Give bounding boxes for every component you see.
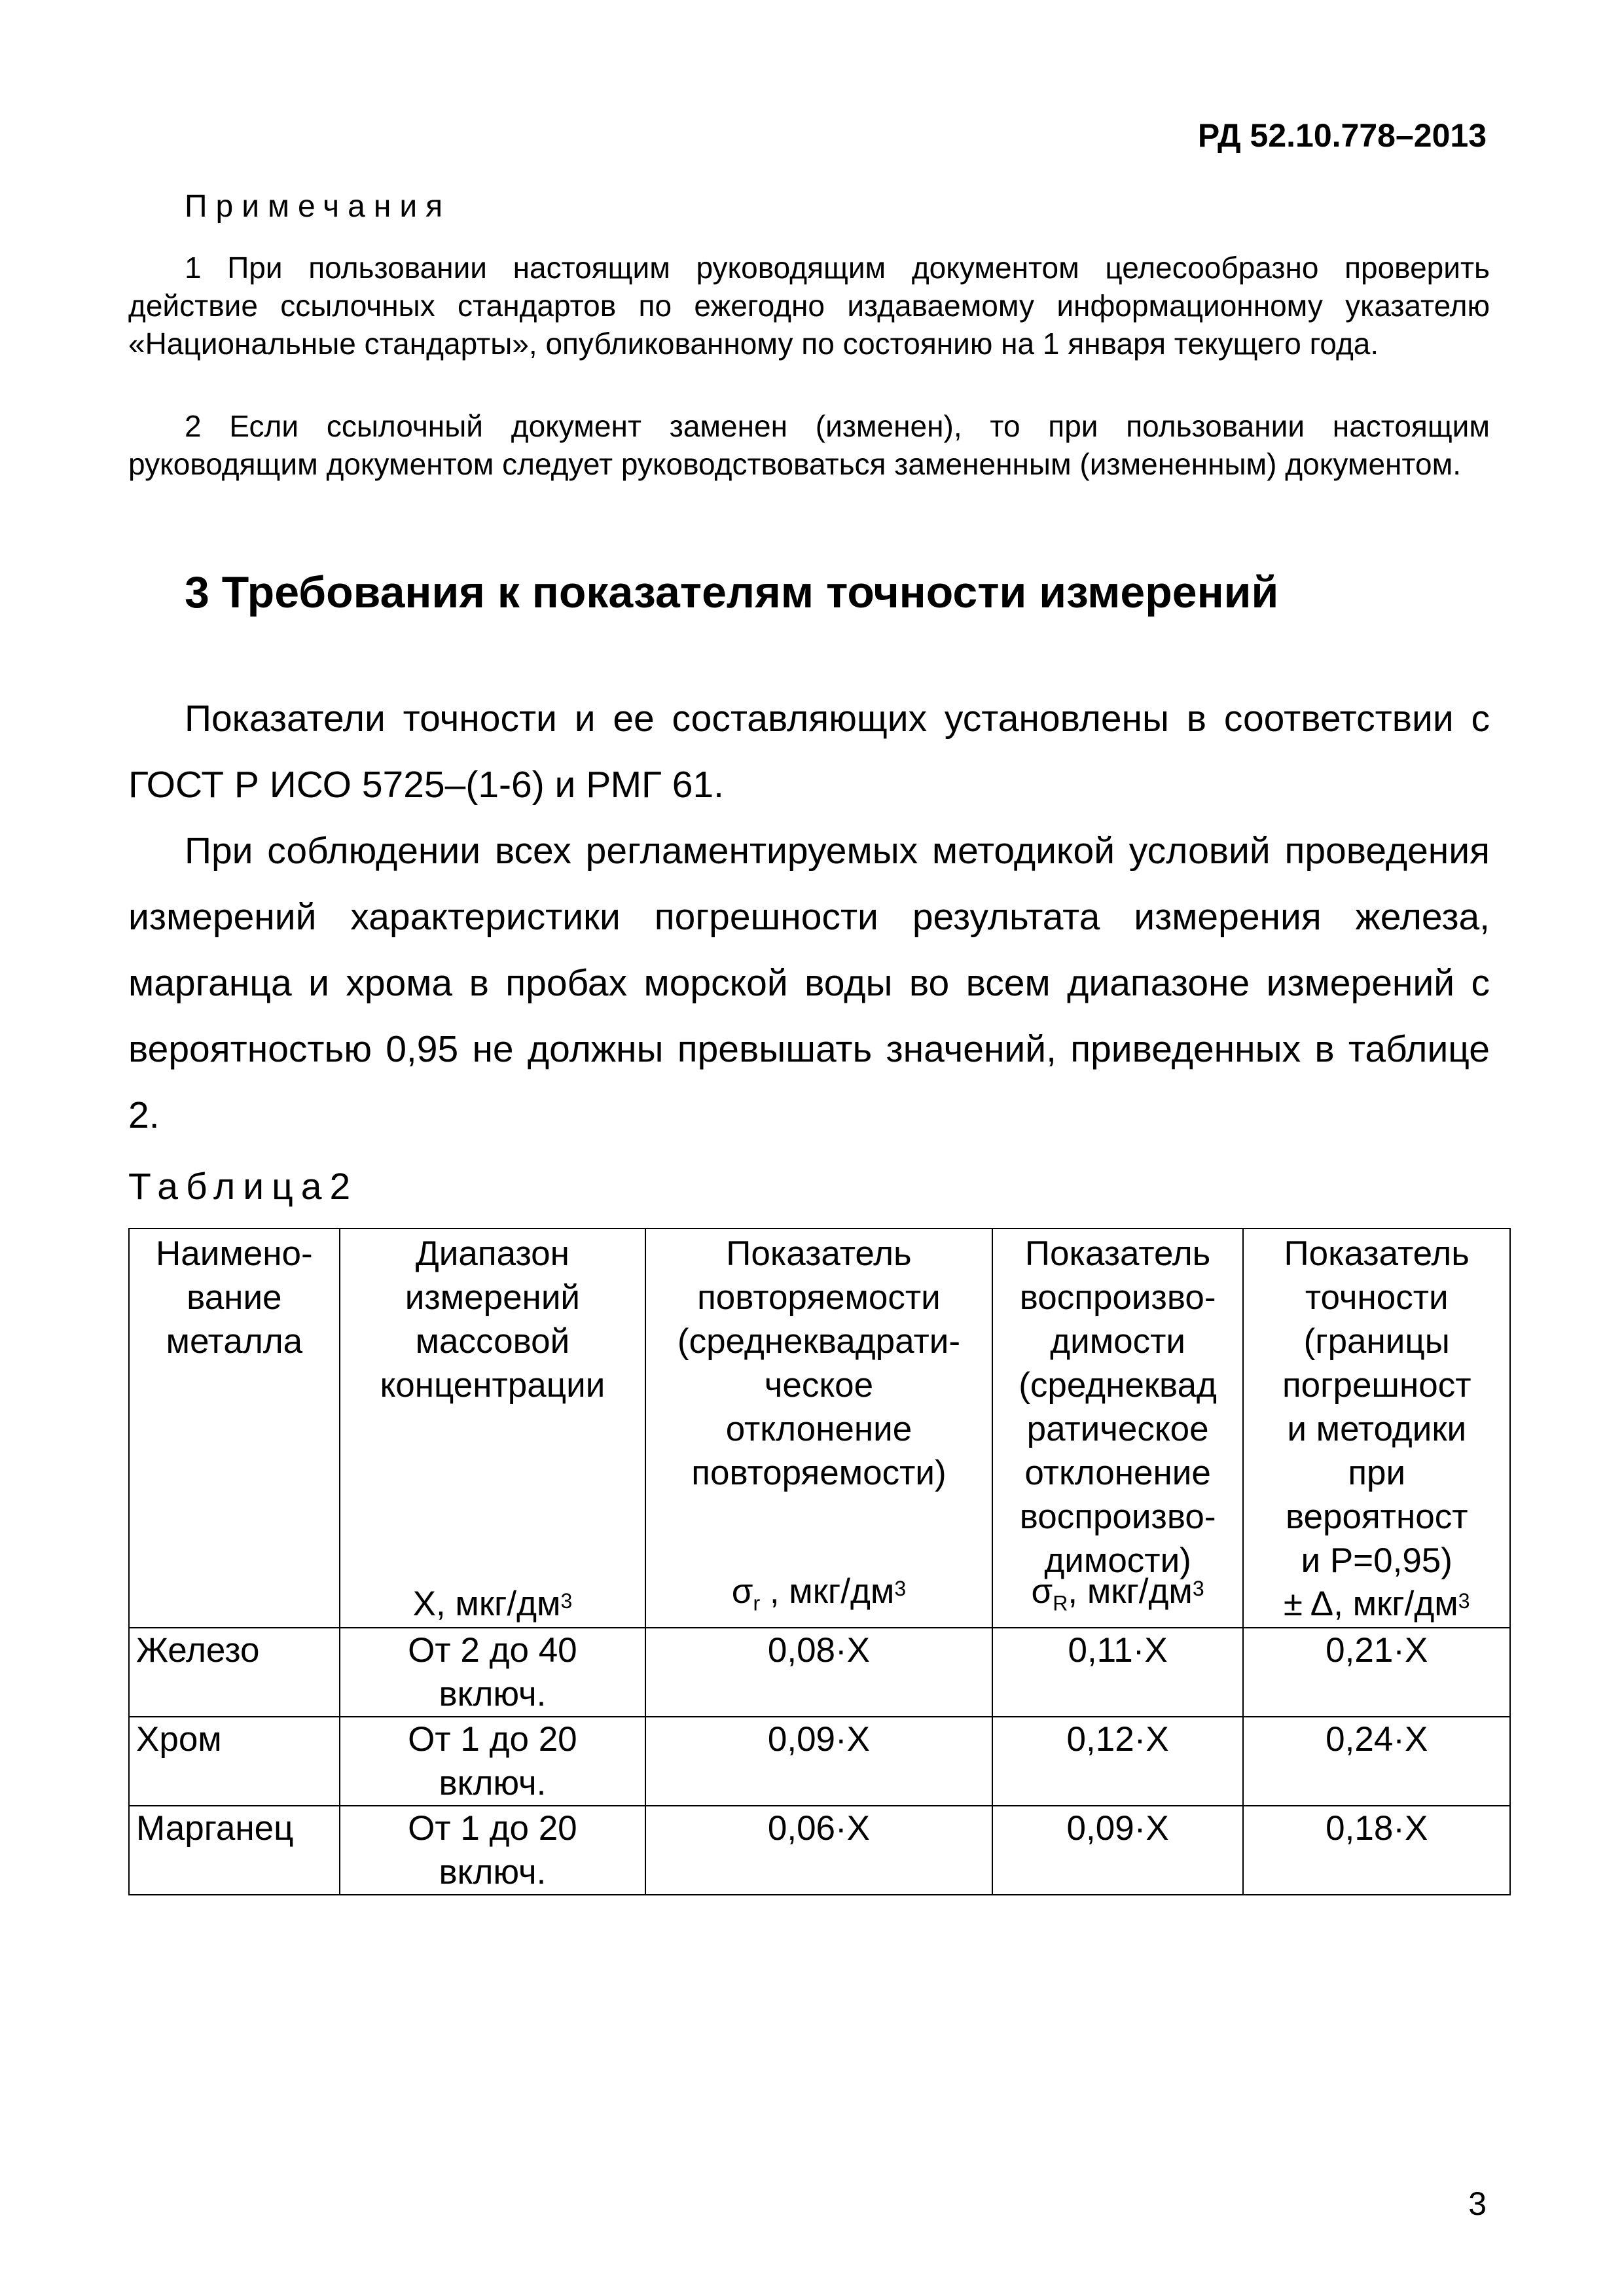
note-2: 2 Если ссылочный документ заменен (изменен), то при пользовании настоящим руководящим документом следует руководствоваться замененным (измененным) документом. xyxy=(128,409,1490,481)
cell-reproducibility: 0,12·X xyxy=(992,1717,1244,1806)
header-accuracy-unit xyxy=(1244,1582,1509,1626)
header-repeatability-unit xyxy=(646,1570,992,1626)
cell-accuracy: 0,24·X xyxy=(1243,1717,1510,1806)
table-row xyxy=(129,1628,1510,1717)
header-metal-text: Наимено- вание металла xyxy=(156,1234,313,1361)
table-row xyxy=(129,1806,1510,1895)
notes-title: Примечания xyxy=(185,189,452,224)
header-range-unit xyxy=(340,1582,645,1626)
header-range-text: Диапазон измерений массовой концентрации xyxy=(380,1234,605,1405)
cell-range: От 1 до 20 включ. xyxy=(340,1717,645,1806)
header-repeatability-sup: 3 xyxy=(894,1577,907,1601)
header-accuracy-text: Показатель точности (границы погрешност и методики при вероятност и P=0,95) xyxy=(1282,1234,1471,1580)
header-repeatability-symbol: σ xyxy=(731,1572,753,1611)
header-range-unit-main: X, мкг/дм xyxy=(412,1585,561,1623)
cell-range: От 2 до 40 включ. xyxy=(340,1628,645,1717)
cell-metal: Хром xyxy=(129,1717,340,1806)
header-reproducibility-unit-main: , мкг/дм xyxy=(1068,1572,1193,1611)
header-reproducibility-sup: 3 xyxy=(1192,1577,1204,1601)
header-accuracy-unit-main: ± Δ, мкг/дм xyxy=(1283,1585,1458,1623)
header-repeatability-sub: r xyxy=(753,1592,761,1615)
header-metal xyxy=(129,1229,340,1628)
document-code: РД 52.10.778–2013 xyxy=(1197,117,1487,154)
header-repeatability xyxy=(645,1229,992,1628)
header-repeatability-text: Показатель повторяемости (среднеквадрати- ческое отклонение повторяемости) xyxy=(677,1234,960,1492)
section-title: 3 Требования к показателям точности измерений xyxy=(185,567,1279,617)
cell-accuracy: 0,21·X xyxy=(1243,1628,1510,1717)
header-reproducibility-text: Показатель воспроизво- димости (среднеквад ратическое отклонение воспроизво- димости) xyxy=(1019,1234,1217,1580)
cell-metal: Железо xyxy=(129,1628,340,1717)
cell-reproducibility: 0,11·X xyxy=(992,1628,1244,1717)
header-repeatability-unit-main: , мкг/дм xyxy=(760,1572,895,1611)
accuracy-table xyxy=(128,1228,1511,1895)
header-reproducibility xyxy=(992,1229,1244,1628)
header-range-unit-sup: 3 xyxy=(560,1589,573,1613)
header-range xyxy=(340,1229,645,1628)
cell-range: От 1 до 20 включ. xyxy=(340,1806,645,1895)
cell-metal: Марганец xyxy=(129,1806,340,1895)
cell-repeatability: 0,06·X xyxy=(645,1806,992,1895)
header-reproducibility-symbol: σ xyxy=(1031,1572,1053,1611)
table-label: Таблица2 xyxy=(128,1166,359,1208)
cell-accuracy: 0,18·X xyxy=(1243,1806,1510,1895)
cell-repeatability: 0,09·X xyxy=(645,1717,992,1806)
header-accuracy xyxy=(1243,1229,1510,1628)
table-header-row xyxy=(129,1229,1510,1628)
note-1: 1 При пользовании настоящим руководящим документом целесообразно проверить действие ссылочных стандартов по ежегодно издаваемому информационному указателю «Национальные стандарты», опубликованному по состоянию на 1 января текущего года. xyxy=(128,251,1490,361)
section-paragraph-2: При соблюдении всех регламентируемых методикой условий проведения измерений характеристики погрешности результата измерения железа, марганца и хрома в пробах морской воды во всем диапазоне измерений с вероятностью 0,95 не должны превышать значений, приведенных в таблице 2. xyxy=(128,830,1490,1136)
cell-repeatability: 0,08·X xyxy=(645,1628,992,1717)
header-accuracy-sup: 3 xyxy=(1458,1589,1470,1613)
table-row xyxy=(129,1717,1510,1806)
header-reproducibility-unit xyxy=(993,1570,1243,1626)
page-number: 3 xyxy=(1468,2185,1487,2222)
section-paragraph-1: Показатели точности и ее составляющих установлены в соответствии с ГОСТ Р ИСО 5725–(1-6) и РМГ 61. xyxy=(128,698,1490,806)
header-reproducibility-sub: R xyxy=(1053,1592,1068,1615)
cell-reproducibility: 0,09·X xyxy=(992,1806,1244,1895)
